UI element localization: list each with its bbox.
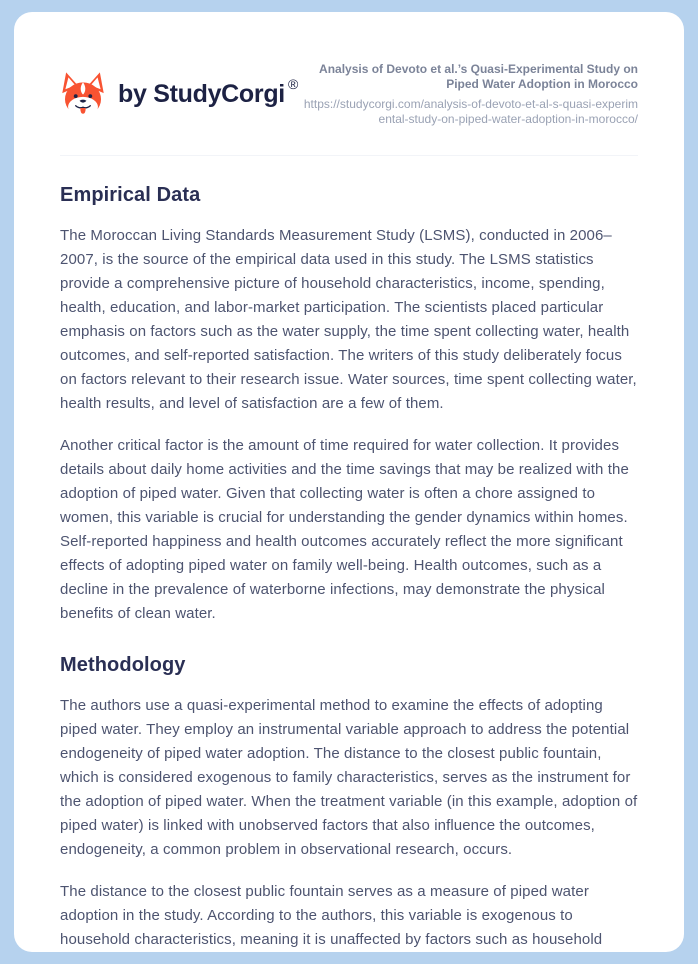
- document-url: https://studycorgi.com/analysis-of-devoto-et-al-s-quasi-experimental-study-on-piped-water-adoption-in-morocco/: [303, 97, 638, 126]
- paragraph: Another critical factor is the amount of time required for water collection. It provides details about daily home activities and the time savings that may be realized with the adoption of piped water. Given that collecting water is often a chore assigned to women, this variable is crucial for understanding the gender dynamics within homes. Self-reported happiness and health outcomes accurately reflect the more significant effects of adopting piped water on family well-being. Health outcomes, such as a decline in the prevalence of waterborne infections, may demonstrate the physical benefits of clean water.: [60, 437, 629, 622]
- paragraph: The distance to the closest public fountain serves as a measure of piped water adoption in the study. According to the authors, this variable is exogenous to household characteristics, meaning it is unaffected by factors such as household: [60, 883, 603, 948]
- document-title: Analysis of Devoto et al.’s Quasi-Experimental Study on Piped Water Adoption in Morocco: [319, 62, 638, 91]
- section-heading-empirical-data: Empirical Data: [60, 184, 201, 206]
- page-header: [60, 62, 638, 156]
- paragraph: The authors use a quasi-experimental method to examine the effects of adopting piped water. They employ an instrumental variable approach to address the potential endogeneity of piped water adoption. The distance to the closest public fountain, which is considered exogenous to family characteristics, serves as the instrument for the adoption of piped water. When the treatment variable (in this example, adoption of piped water) is linked with unobserved factors that also influence the outcomes, endogeneity, a common problem in observational research, occurs.: [60, 697, 638, 858]
- corgi-icon: [60, 70, 106, 120]
- section-heading-methodology: Methodology: [60, 654, 186, 676]
- brand-label: by StudyCorgi ®: [118, 76, 298, 108]
- registered-trademark-symbol: ®: [287, 76, 298, 92]
- article-body: [60, 184, 638, 952]
- studycorgi-logo[interactable]: [60, 70, 298, 120]
- document-meta: [298, 62, 638, 127]
- content-card: [14, 12, 684, 952]
- paragraph: The Moroccan Living Standards Measurement Study (LSMS), conducted in 2006–2007, is the source of the empirical data used in this study. The LSMS statistics provide a comprehensive picture of household characteristics, income, spending, health, education, and labor-market participation. The scientists placed particular emphasis on factors such as the water supply, the time spent collecting water, health outcomes, and self-reported satisfaction. The writers of this study deliberately focus on factors relevant to their research issue. Water sources, time spent collecting water, health results, and level of satisfaction are a few of them.: [60, 227, 637, 412]
